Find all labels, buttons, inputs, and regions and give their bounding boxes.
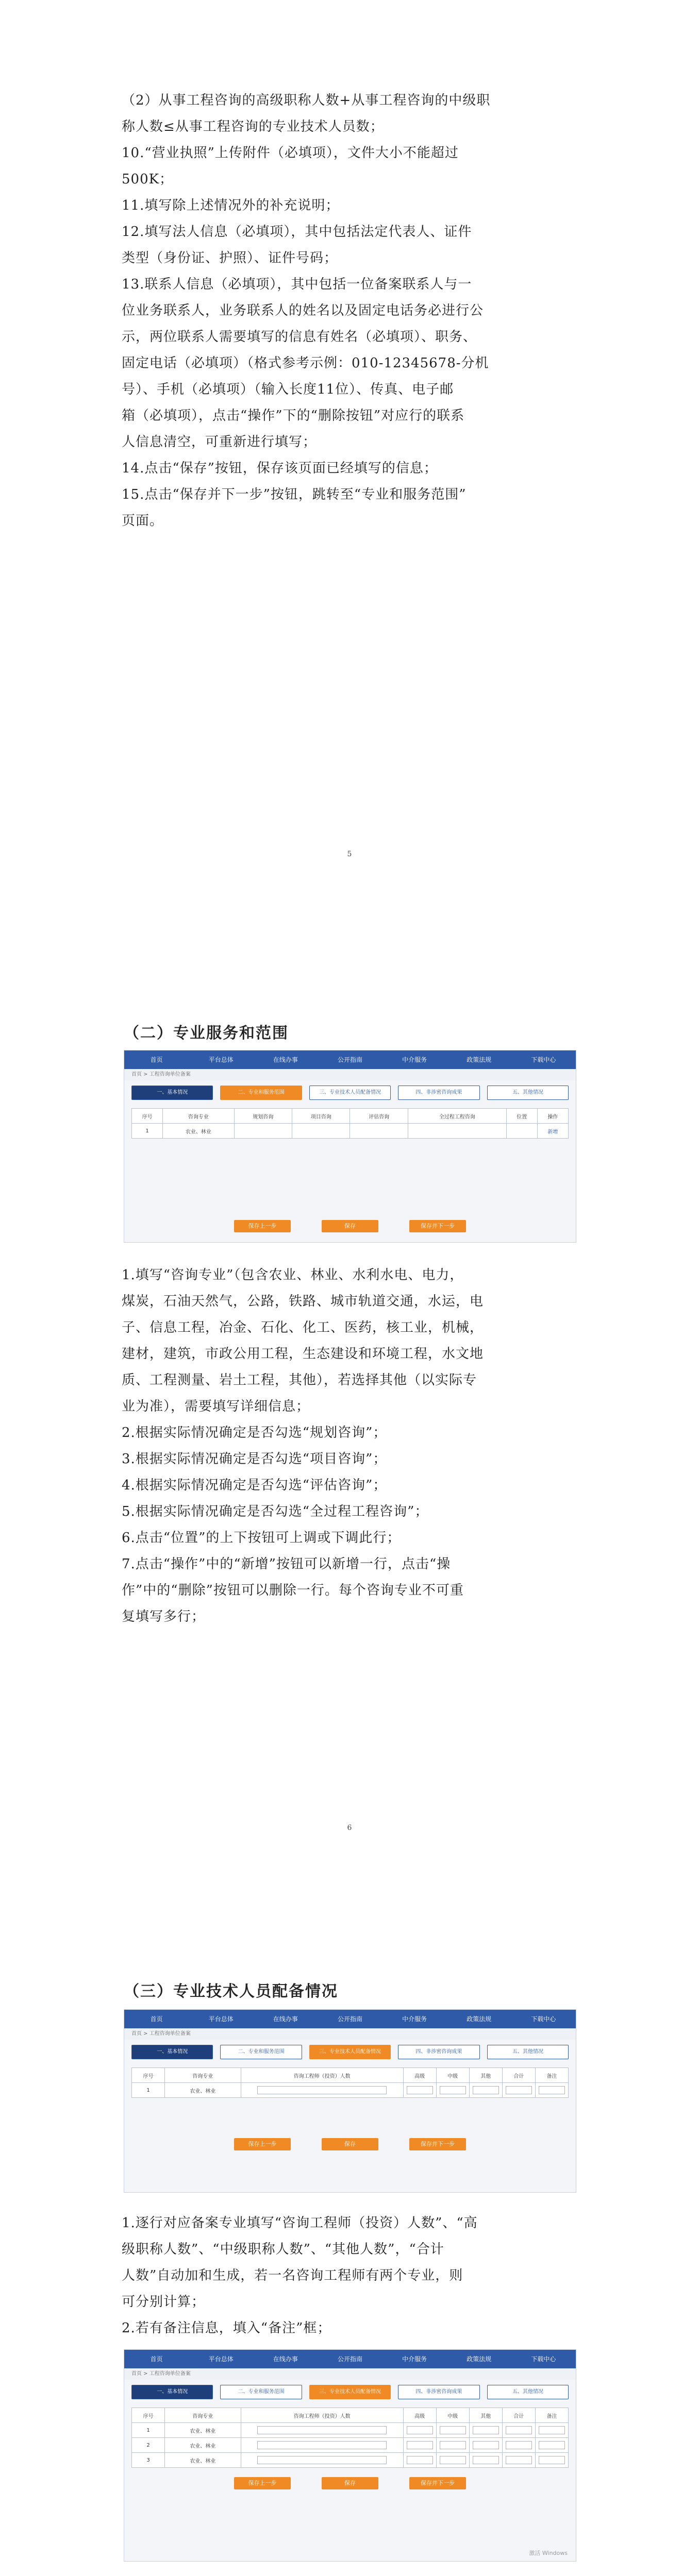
table-cell: 农业、林业 (163, 1124, 235, 1139)
button-row (124, 1214, 576, 1239)
nav-item[interactable]: 首页 (150, 2015, 163, 2023)
table-cell (469, 2438, 502, 2453)
text-line: 类型（身份证、护照）、证件号码； (122, 250, 338, 266)
table-cell (502, 2083, 535, 2098)
text-line: 作”中的“删除”按钮可以删除一行。每个咨询专业不可重 (122, 1583, 464, 1598)
step-tab[interactable]: 一、基本情况 (131, 1086, 213, 1100)
table-cell (403, 2423, 436, 2438)
nav-item[interactable]: 中介服务 (402, 2015, 427, 2023)
column-header: 全过程工程咨询 (408, 1109, 506, 1124)
page-2-text (122, 1262, 577, 1630)
nav-item[interactable]: 在线办事 (273, 1056, 298, 1063)
column-header: 合计 (502, 2408, 535, 2423)
step-tab[interactable]: 四、非涉密咨询成果 (398, 2045, 479, 2059)
cell-input[interactable] (407, 2426, 433, 2434)
table-cell (502, 2453, 535, 2468)
step-bar (124, 1080, 576, 1105)
column-header: 中级 (436, 2068, 469, 2083)
text-line: 可分别计算； (122, 2294, 206, 2310)
action-button[interactable]: 保存上一步 (234, 2138, 291, 2150)
text-line: 级职称人数”、“中级职称人数”、“其他人数”，“合计 (122, 2242, 444, 2257)
table-cell: 1 (132, 1124, 163, 1139)
table-cell: 3 (132, 2453, 165, 2468)
table-cell (469, 2453, 502, 2468)
table-row (132, 1124, 569, 1139)
staff-table-filled (131, 2408, 569, 2468)
table-cell (535, 2438, 568, 2453)
table-cell (502, 2438, 535, 2453)
cell-input[interactable] (539, 2441, 565, 2449)
table-cell: 1 (132, 2423, 165, 2438)
step-tab[interactable]: 二、专业和服务范围 (220, 1086, 302, 1100)
column-header: 咨询专业 (165, 2408, 241, 2423)
step-tab[interactable]: 三、专业技术人员配备情况 (309, 2045, 391, 2059)
text-line: 15.点击“保存并下一步”按钮，跳转至“专业和服务范围” (122, 487, 467, 502)
text-line: 箱（必填项），点击“操作”下的“删除按钮”对应行的联系 (122, 408, 465, 423)
table-cell (241, 2453, 403, 2468)
step-bar (124, 2040, 576, 2064)
step-tab[interactable]: 五、其他情况 (487, 2045, 569, 2059)
table-cell (506, 1124, 537, 1139)
action-button[interactable]: 保存 (322, 2138, 378, 2150)
nav-item[interactable]: 在线办事 (273, 2015, 298, 2023)
column-header: 序号 (132, 1109, 163, 1124)
table-cell (241, 2083, 403, 2098)
table-cell[interactable]: 新增 (537, 1124, 568, 1139)
nav-item[interactable]: 下载中心 (531, 2015, 556, 2023)
nav-item[interactable]: 平台总体 (208, 2015, 234, 2023)
top-nav (124, 2350, 576, 2368)
text-line: 煤炭，石油天然气，公路，铁路、城市轨道交通，水运，电 (122, 1294, 484, 1309)
page-number: 5 (347, 850, 352, 858)
page-number: 6 (347, 1824, 352, 1832)
breadcrumb: 首页 > 工程咨询单位备案 (124, 1069, 576, 1080)
cell-input[interactable] (506, 2456, 532, 2464)
text-line: 11.填写除上述情况外的补充说明； (122, 198, 340, 213)
table-cell (292, 1124, 350, 1139)
step-tab[interactable]: 二、专业和服务范围 (220, 2385, 302, 2399)
nav-item[interactable]: 首页 (150, 1056, 163, 1063)
table-row (132, 2423, 569, 2438)
text-line: 人信息清空，可重新进行填写； (122, 434, 317, 450)
text-line: 位业务联系人，业务联系人的姓名以及固定电话务必进行公 (122, 303, 484, 318)
column-header: 咨询专业 (163, 1109, 235, 1124)
cell-input[interactable] (407, 2456, 433, 2464)
step-tab[interactable]: 二、专业和服务范围 (220, 2045, 302, 2059)
action-button[interactable]: 保存并下一步 (409, 2138, 466, 2150)
table-cell (241, 2423, 403, 2438)
text-line: 示，两位联系人需要填写的信息有姓名（必填项）、职务、 (122, 329, 477, 345)
table-cell (403, 2453, 436, 2468)
text-line: 业为准），需要填写详细信息； (122, 1399, 310, 1414)
top-nav (124, 2010, 576, 2028)
cell-input[interactable] (257, 2426, 387, 2434)
button-row (124, 2471, 576, 2496)
text-line: 质、工程测量、岩土工程，其他），若选择其他（以实际专 (122, 1372, 477, 1388)
column-header: 项目咨询 (292, 1109, 350, 1124)
table-cell: 2 (132, 2438, 165, 2453)
column-header: 合计 (502, 2068, 535, 2083)
column-header: 高级 (403, 2408, 436, 2423)
step-tab[interactable]: 三、专业技术人员配备情况 (309, 1086, 391, 1100)
column-header: 备注 (535, 2068, 568, 2083)
screenshot-staff-a: 首页 平台总体 在线办事 公开指南 中介服务 政策法规 下载中心 首页 > 工程咨询单位备案 一、基本情况 二、专业和服务范围 三、专业技术人员配备情况 四、非涉密咨询成果 五、其他情况 序号 咨询专业 咨询工程师（投资）人数 高级 中级 其他 合计 备注 1 农业、林业 保存上一步 保存 保存并下一步 (124, 2009, 576, 2193)
table-cell (535, 2083, 568, 2098)
nav-item[interactable]: 在线办事 (273, 2355, 298, 2363)
table-cell (469, 2083, 502, 2098)
text-line: 14.点击“保存”按钮，保存该页面已经填写的信息； (122, 461, 438, 476)
step-tab[interactable]: 三、专业技术人员配备情况 (309, 2385, 391, 2399)
nav-item[interactable]: 下载中心 (531, 2355, 556, 2363)
column-header: 其他 (469, 2068, 502, 2083)
cell-input[interactable] (473, 2456, 499, 2464)
cell-input[interactable] (539, 2086, 565, 2094)
table-header (132, 2068, 569, 2083)
column-header: 评估咨询 (350, 1109, 408, 1124)
table-header (132, 1109, 569, 1124)
table-row (132, 2083, 569, 2098)
column-header: 中级 (436, 2408, 469, 2423)
text-line: 复填写多行； (122, 1609, 206, 1624)
table-cell (241, 2438, 403, 2453)
table-cell (535, 2453, 568, 2468)
nav-item[interactable]: 中介服务 (402, 2355, 427, 2363)
cell-input[interactable] (506, 2086, 532, 2094)
cell-input[interactable] (506, 2441, 532, 2449)
table-cell (234, 1124, 292, 1139)
cell-input[interactable] (539, 2426, 565, 2434)
column-header: 咨询专业 (165, 2068, 241, 2083)
cell-input[interactable] (407, 2441, 433, 2449)
action-button[interactable]: 保存上一步 (234, 1220, 291, 1232)
text-line: 5.根据实际情况确定是否勾选“全过程工程咨询”； (122, 1504, 429, 1519)
column-header: 序号 (132, 2408, 165, 2423)
text-line: 固定电话（必填项）（格式参考示例：010-12345678-分机 (122, 355, 489, 371)
table-cell (436, 2423, 469, 2438)
table-cell (350, 1124, 408, 1139)
text-line: 1.逐行对应备案专业填写“咨询工程师（投资）人数”、“高 (122, 2215, 478, 2231)
step-tab[interactable]: 五、其他情况 (487, 2385, 569, 2399)
page-3-text (122, 2210, 577, 2342)
cell-input[interactable] (257, 2456, 387, 2464)
staff-table (131, 2067, 569, 2098)
action-button[interactable]: 保存 (322, 1220, 378, 1232)
step-tab[interactable]: 五、其他情况 (487, 1086, 569, 1100)
table-cell (469, 2423, 502, 2438)
action-button[interactable]: 保存并下一步 (409, 1220, 466, 1232)
table-cell: 1 (132, 2083, 165, 2098)
table-cell (436, 2453, 469, 2468)
nav-item[interactable]: 中介服务 (402, 1056, 427, 1063)
text-line: 4.根据实际情况确定是否勾选“评估咨询”； (122, 1478, 387, 1493)
cell-input[interactable] (473, 2441, 499, 2449)
nav-item[interactable]: 公开指南 (337, 2355, 362, 2363)
step-tab[interactable]: 四、非涉密咨询成果 (398, 2385, 479, 2399)
table-cell (403, 2083, 436, 2098)
section-title: （二）专业服务和范围 (124, 1024, 289, 1042)
nav-item[interactable]: 政策法规 (467, 2355, 492, 2363)
text-line: 500K； (122, 172, 174, 187)
table-row (132, 2453, 569, 2468)
column-header: 咨询工程师（投资）人数 (241, 2408, 403, 2423)
section-title: （三）专业技术人员配备情况 (124, 1982, 338, 2001)
cell-input[interactable] (440, 2456, 466, 2464)
nav-item[interactable]: 政策法规 (467, 1056, 492, 1063)
text-line: 页面。 (122, 513, 164, 529)
table-cell: 农业、林业 (165, 2083, 241, 2098)
action-button[interactable]: 保存 (322, 2477, 378, 2489)
table-cell: 农业、林业 (165, 2438, 241, 2453)
table-cell (436, 2083, 469, 2098)
action-button[interactable]: 保存上一步 (234, 2477, 291, 2489)
column-header: 操作 (537, 1109, 568, 1124)
step-tab[interactable]: 一、基本情况 (131, 2385, 213, 2399)
column-header: 位置 (506, 1109, 537, 1124)
text-line: 13.联系人信息（必填项），其中包括一位备案联系人与一 (122, 277, 472, 292)
table-row (132, 2438, 569, 2453)
nav-item[interactable]: 公开指南 (337, 2015, 362, 2023)
page-3 (0, 1922, 699, 2576)
text-line: 6.点击“位置”的上下按钮可上调或下调此行； (122, 1530, 401, 1546)
cell-input[interactable] (257, 2086, 387, 2094)
cell-input[interactable] (539, 2456, 565, 2464)
column-header: 高级 (403, 2068, 436, 2083)
table-cell (408, 1124, 506, 1139)
cell-input[interactable] (473, 2086, 499, 2094)
table-cell (502, 2423, 535, 2438)
table-cell: 农业、林业 (165, 2423, 241, 2438)
text-line: 称人数≤从事工程咨询的专业技术人员数； (122, 119, 384, 134)
table-cell (535, 2423, 568, 2438)
cell-input[interactable] (506, 2426, 532, 2434)
cell-input[interactable] (440, 2426, 466, 2434)
text-line: 建材，建筑，市政公用工程，生态建设和环境工程，水文地 (122, 1346, 484, 1362)
scope-table (131, 1108, 569, 1139)
cell-input[interactable] (407, 2086, 433, 2094)
step-bar (124, 2380, 576, 2404)
text-line: 10.“营业执照”上传附件（必填项），文件大小不能超过 (122, 145, 459, 161)
nav-item[interactable]: 下载中心 (531, 1056, 556, 1063)
cell-input[interactable] (257, 2441, 387, 2449)
action-button[interactable]: 保存并下一步 (409, 2477, 466, 2489)
step-tab[interactable]: 四、非涉密咨询成果 (398, 1086, 479, 1100)
screenshot-staff-b: 首页 平台总体 在线办事 公开指南 中介服务 政策法规 下载中心 首页 > 工程咨询单位备案 一、基本情况 二、专业和服务范围 三、专业技术人员配备情况 四、非涉密咨询成果 五、其他情况 序号 咨询专业 咨询工程师（投资）人数 高级 中级 其他 合计 备注 1 农业、林业 2 农业、林业 3 农业、林业 保存上一步 保存 保存并下一步 激活 Windows (124, 2349, 576, 2562)
page-2 (0, 953, 699, 1922)
column-header: 规划咨询 (234, 1109, 292, 1124)
column-header: 其他 (469, 2408, 502, 2423)
text-line: 子、信息工程，冶金、石化、化工、医药，核工业，机械， (122, 1320, 484, 1335)
table-cell (436, 2438, 469, 2453)
text-line: 号）、手机（必填项）（输入长度11位）、传真、电子邮 (122, 382, 454, 397)
page-1 (0, 0, 699, 953)
table-cell (403, 2438, 436, 2453)
nav-item[interactable]: 平台总体 (208, 2355, 234, 2363)
text-line: 7.点击“操作”中的“新增”按钮可以新增一行，点击“操 (122, 1556, 451, 1572)
cell-input[interactable] (440, 2441, 466, 2449)
cell-input[interactable] (440, 2086, 466, 2094)
nav-item[interactable]: 首页 (150, 2355, 163, 2363)
text-line: 人数”自动加和生成，若一名咨询工程师有两个专业，则 (122, 2268, 463, 2283)
text-line: 1.填写“咨询专业”（包含农业、林业、水利水电、电力， (122, 1267, 464, 1283)
text-line: 3.根据实际情况确定是否勾选“项目咨询”； (122, 1451, 387, 1467)
watermark: 激活 Windows (529, 2550, 568, 2556)
table-cell: 农业、林业 (165, 2453, 241, 2468)
text-line: 2.若有备注信息，填入“备注”框； (122, 2320, 331, 2336)
nav-item[interactable]: 平台总体 (208, 1056, 234, 1063)
page-1-text (122, 88, 577, 534)
column-header: 咨询工程师（投资）人数 (241, 2068, 403, 2083)
screenshot-professional-scope (124, 1050, 576, 1243)
button-row (124, 2132, 576, 2157)
cell-input[interactable] (473, 2426, 499, 2434)
text-line: （2）从事工程咨询的高级职称人数+从事工程咨询的中级职 (122, 93, 491, 108)
text-line: 12.填写法人信息（必填项），其中包括法定代表人、证件 (122, 224, 472, 240)
column-header: 序号 (132, 2068, 165, 2083)
text-line: 2.根据实际情况确定是否勾选“规划咨询”； (122, 1425, 387, 1440)
top-nav (124, 1050, 576, 1069)
step-tab[interactable]: 一、基本情况 (131, 2045, 213, 2059)
nav-item[interactable]: 政策法规 (467, 2015, 492, 2023)
nav-item[interactable]: 公开指南 (337, 1056, 362, 1063)
column-header: 备注 (535, 2408, 568, 2423)
